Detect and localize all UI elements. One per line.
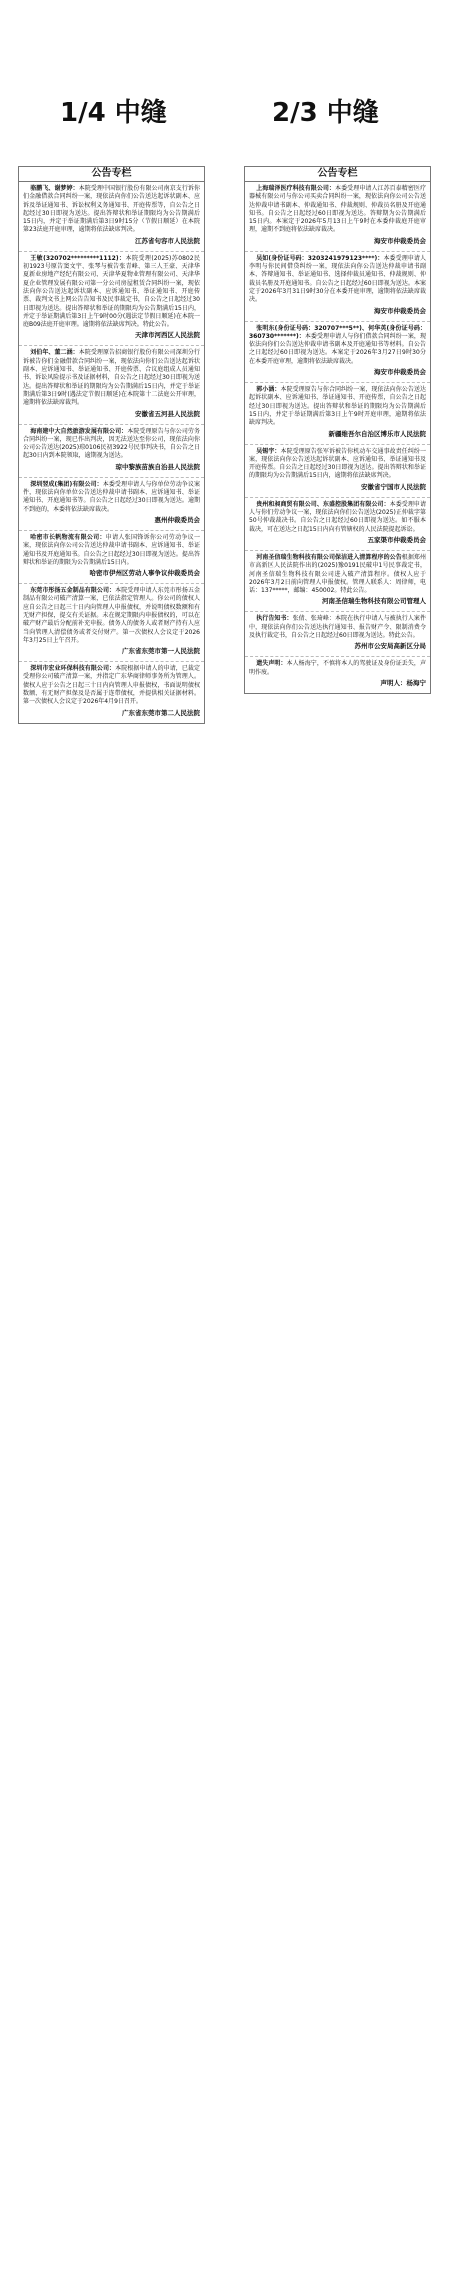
notice-text: 本人杨海宁，不慎将本人的驾驶证及身份证丢失，声明作废。 xyxy=(249,660,426,676)
notice-text: 本院受理原告与你合同纠纷一案，现依法向你公告送达起诉状副本、应诉通知书、举证通知书、开庭传票，自公告之日起经过30日即视为送达。提出答辩状和举证的期限均为公告期满后15日内，并定于举证期满后第3日上午9时开庭审理，逾期将依法缺席判决。 xyxy=(249,386,426,427)
notice-body xyxy=(249,325,426,366)
notice-block xyxy=(19,662,204,722)
notice-block xyxy=(19,252,204,347)
notice-block xyxy=(245,445,430,498)
notice-box-right xyxy=(244,166,431,694)
notice-addressee: 上海瑞泽医疗科技有限公司： xyxy=(256,185,336,192)
notice-signature: 海安市仲裁委员会 xyxy=(374,368,426,377)
notice-addressee: 深圳市宏业环保科技有限公司： xyxy=(30,665,116,673)
notice-body xyxy=(249,615,426,640)
notice-body xyxy=(23,428,200,461)
notice-text: 张倩、张琦峰：本院在执行申请人与被执行人案件中，现依法向你们公告送达执行通知书、报告财产令、限制消费令及执行裁定书，自公告之日起经过60日即视为送达。特此公告。 xyxy=(249,615,426,639)
notice-body xyxy=(23,481,200,514)
notice-signature: 惠州仲裁委员会 xyxy=(154,515,200,524)
notice-signature: 新疆维吾尔自治区博乐市人民法院 xyxy=(328,429,426,438)
notice-addressee: 东莞市彤扬五金制品有限公司： xyxy=(30,587,116,595)
notice-box-heading: 公告专栏 xyxy=(19,167,204,182)
notice-box-heading: 公告专栏 xyxy=(245,167,430,182)
notice-text: 本委受理申请人李明与你民间借贷纠纷一案，现依法向你公告送达仲裁申请书副本、答辩通知书、举证通知书、选择仲裁员通知书、仲裁规则、仲裁员名册及开庭通知书。自公告之日起经过60日即视为送达。本案定于2026年3月31日9时30分在本委开庭审理，逾期将依法缺席裁决。 xyxy=(249,254,426,304)
notice-signature: 琼中黎族苗族自治县人民法院 xyxy=(115,462,200,471)
notice-signature: 广东省东莞市第二人民法院 xyxy=(122,708,200,717)
notice-signature: 海安市仲裁委员会 xyxy=(374,236,426,245)
notice-text: 申请人张国锋诉你公司劳动争议一案，现依法向你公司公告送达仲裁申请书副本、应诉通知书、举证通知书及开庭通知书。自公告之日起经过30日即视为送达。提出答辩状和举证的期限为公告期满后15日内。 xyxy=(23,533,200,566)
notice-text: 根据郑州市高新区人民法院作出的(2025)豫0191民破申1号民事裁定书，河南圣信瑞生物科技有限公司进入破产清算程序。债权人应于2026年3月2日前向管理人申报债权。管理人联系人：周律师，电话：137*****，邮编：450002。特此公告。 xyxy=(249,553,426,595)
notice-signature: 广东省东莞市第一人民法院 xyxy=(122,647,200,656)
notice-addressee: 深圳翌成(集团)有限公司： xyxy=(30,480,103,488)
notice-body xyxy=(249,255,426,305)
notice-block xyxy=(245,498,430,551)
notice-body xyxy=(249,185,426,235)
notice-signature: 哈密市伊州区劳动人事争议仲裁委员会 xyxy=(89,569,200,578)
notice-addressee: 张明东(身份证号码：320707***5**)、何华英(身份证号码：360730*******)： xyxy=(249,324,426,340)
right-notice-column xyxy=(244,162,431,2294)
notice-block xyxy=(245,182,430,252)
notice-signature: 海安市仲裁委员会 xyxy=(374,306,426,315)
notice-body xyxy=(249,501,426,534)
notice-block xyxy=(19,182,204,252)
notice-signature: 天津市河西区人民法院 xyxy=(135,331,200,340)
notice-signature: 五家渠市仲裁委员会 xyxy=(367,535,426,544)
notice-body xyxy=(23,255,200,330)
notice-text: 本委受理申请人江苏百泰精密医疗器械有限公司与你公司买卖合同纠纷一案，现依法向你公司公告送达仲裁申请书副本、仲裁通知书、仲裁规则、仲裁员名册及开庭通知书。自公告之日起经过60日即视为送达。答辩期为公告期满后15日内。本案定于2026年5月13日上午9时在本委仲裁庭开庭审理，逾期不到庭将依法缺席裁决。 xyxy=(249,185,426,234)
notice-block xyxy=(19,346,204,424)
notice-addressee: 海南建中大自然旅游发展有限公司： xyxy=(30,427,128,435)
header-right-label: 2/3 中缝 xyxy=(272,98,379,128)
notice-addressee: 遗失声明： xyxy=(256,660,287,668)
notice-body xyxy=(249,386,426,427)
notice-addressee: 执行告知书： xyxy=(256,615,293,623)
notice-text: 本院根据申请人的申请，已裁定受理你公司破产清算一案，并指定广东华商律师事务所为管理人。债权人应于公告之日起三十日内向管理人申报债权，书面说明债权数额、有无财产担保及是否属于连带债权，并提供相关证据材料。第一次债权人会议定于2026年4月9日召开。 xyxy=(23,665,200,706)
notice-text: 本院受理原告与你公司劳务合同纠纷一案，现已作出判决，因无法送达至你公司，现依法向你公司公告送达(2025)琼0106民初3922号民事判决书，自公告之日起30日内到本院领取，逾期视为送达。 xyxy=(23,427,200,460)
notice-signature: 安徽省宁国市人民法院 xyxy=(361,482,426,491)
notice-addressee: 骆鹏飞、谢梦婷： xyxy=(30,185,79,192)
notice-block xyxy=(19,584,204,662)
notice-text: 本委受理申请人与你单位劳动争议案件，现依法向你单位公告送达仲裁申请书副本、应诉通知书、举证通知书、开庭通知书等。自公告之日起经过30日即视为送达。逾期不到庭的，本委将依法缺席裁决。 xyxy=(23,480,200,513)
notice-text: 本院受理原告招商银行股份有限公司深圳分行诉被告你们金融借款合同纠纷一案，现依法向你们公告送达起诉状副本、应诉通知书、举证通知书、开庭传票、合议庭组成人员通知书、诉讼风险提示书及证据材料，自公告之日起经过30日即视为送达。提出答辩状和举证的期限均为公告期满后15日内，并定于举证期满后第3日9时(遇法定节假日顺延)在本院第十二法庭公开审理，逾期将依法缺席裁判。 xyxy=(23,349,200,407)
notice-signature: 河南圣信瑞生物科技有限公司管理人 xyxy=(322,597,426,606)
notice-block xyxy=(19,531,204,584)
notice-addressee: 吴锡宇： xyxy=(256,447,281,455)
notice-text: 本院受理申请人东莞市彤扬五金制品有限公司破产清算一案，已依法指定管理人。你公司的债权人应自公告之日起三十日内向管理人申报债权，并说明债权数额和有无财产担保，提交有关证据。未在规定期限内申报债权的，可以在破产财产最后分配前补充申报。债务人的债务人或者财产持有人应当向管理人清偿债务或者交付财产。第一次债权人会议定于2026年3月25日上午召开。 xyxy=(23,587,200,644)
notice-list xyxy=(245,182,430,693)
notice-body xyxy=(23,534,200,567)
notice-body xyxy=(249,554,426,595)
header-left-label: 1/4 中缝 xyxy=(60,98,167,128)
notice-addressee: 哈密市长帆物流有限公司： xyxy=(30,533,106,541)
notice-body xyxy=(249,660,426,677)
notice-list xyxy=(19,182,204,723)
notice-block xyxy=(245,383,430,444)
notice-addressee: 刘伯年、董二涵： xyxy=(30,349,79,357)
notice-box-left xyxy=(18,166,205,724)
notice-addressee: 吴如(身份证号码：3203241979123****)： xyxy=(256,254,384,262)
notice-addressee: 郭小涵： xyxy=(256,386,281,394)
notice-text: 本院受理中国银行股份有限公司南京支行诉你们金融借款合同纠纷一案，现依法向你们公告送达起诉状副本、应诉及举证通知书、诉讼权利义务通知书、开庭传票等，自公告之日起经过30日即视为送达。提出答辩状和举证期限均为公告期满后15日内，并定于举证期满后第3日9时15分（节假日顺延）在本院第23法庭开庭审理，逾期将依法缺席判决。 xyxy=(23,185,200,234)
notice-block xyxy=(245,252,430,322)
notice-block xyxy=(245,551,430,612)
notice-signature: 声明人：杨海宁 xyxy=(380,678,426,687)
notice-body xyxy=(23,665,200,706)
notice-addressee: 贵州和昶商贸有限公司、东盛控股集团有限公司： xyxy=(256,500,390,508)
notice-block xyxy=(19,478,204,531)
notice-body xyxy=(23,185,200,235)
notice-block xyxy=(245,612,430,657)
notice-text: 本委受理申请人与你们借款合同纠纷一案，现依法向你们公告送达仲裁申请书副本及开庭通知书等材料。自公告之日起经过60日即视为送达。本案定于2026年3月27日9时30分在本委开庭审理，逾期将依法缺席裁决。 xyxy=(249,332,426,365)
notice-block xyxy=(19,425,204,478)
notice-addressee: 河南圣信瑞生物科技有限公司保洁进入清算程序的公告 xyxy=(256,553,402,561)
notice-signature: 江苏省句容市人民法院 xyxy=(135,236,200,245)
notice-body xyxy=(23,349,200,407)
notice-signature: 安徽省五河县人民法院 xyxy=(135,409,200,418)
notice-block xyxy=(245,657,430,693)
notice-text: 本委受理申请人与你们劳动争议一案，现依法向你们公告送达(2025)正仲裁字第50号仲裁裁决书。自公告之日起经过60日即视为送达。如不服本裁决，可在送达之日起15日内向有管辖权的人民法院提起诉讼。 xyxy=(249,500,426,533)
notice-body xyxy=(249,448,426,481)
notice-signature: 苏州市公安局高新区分局 xyxy=(354,642,426,651)
left-notice-column xyxy=(18,162,205,2294)
notice-text: 本院受理原告张军诉被告你机动车交通事故责任纠纷一案，现依法向你公告送达起诉状副本、应诉通知书、举证通知书及开庭传票。自公告之日起经过30日即视为送达。提出答辩状和举证的期限均为公告期满后15日内，逾期将依法缺席判决。 xyxy=(249,447,426,480)
notice-body xyxy=(23,587,200,645)
notice-block xyxy=(245,322,430,383)
notice-text: 本院受理(2025)苏0802民初1923号原告窦文宇、张琴与被告张青峰、第三人王豪、天津华夏新业房地产经纪有限公司、天津华夏物业管理有限公司、天津华夏企业管理发展有限公司第一分公司房屋租赁合同纠纷一案，现依法向你公告送达起诉状副本、应诉通知书、举证通知书、开庭传票、裁判文书上网公告告知书及民事裁定书，自公告之日起经过30日即视为送达。提出答辩状和举证的期限均为公告期满后15日内，并定于举证期满后第3日上午9时00分(遇法定节假日顺延)在本院一庭B09法庭开庭审理。逾期将依法缺席判决。特此公告。 xyxy=(23,254,200,329)
notice-addressee: 王敏(320702*********1112)： xyxy=(30,254,126,262)
